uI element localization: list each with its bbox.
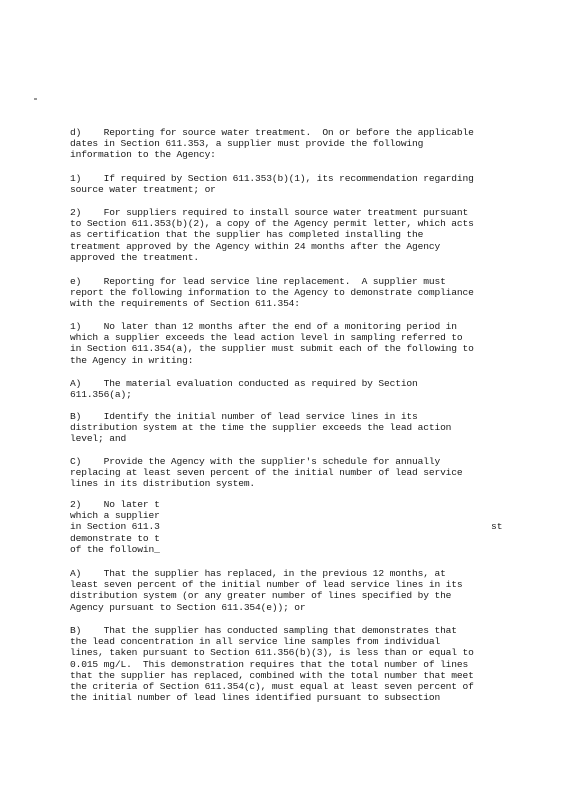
paragraph-e2-a: A) That the supplier has replaced, in the previous 12 months, at least seven percent of the initial number of lead service lines in its distribution system (or any greater number of lines specified by the Agency pursuant to Section 611.354(e)); or xyxy=(70,568,463,613)
paragraph-e1-c: C) Provide the Agency with the supplier's schedule for annually replacing at least seven percent of the initial number of lead service lines in its distribution system. xyxy=(70,456,463,490)
paragraph-d1: 1) If required by Section 611.353(b)(1), its recommendation regarding source water treatment; or xyxy=(70,173,474,196)
scan-speck xyxy=(34,98,37,100)
paragraph-d2: 2) For suppliers required to install source water treatment pursuant to Section 611.353(b)(2), a copy of the Agency permit letter, which acts as certification that the supplier has completed installing the treatment approved by the Agency within 24 months after the Agency approved the treatment. xyxy=(70,207,474,263)
paragraph-e2-partial: 2) No later t which a supplier in Section 611.3 demonstrate to t of the followin_ xyxy=(70,499,160,555)
paragraph-e-lead-service-line: e) Reporting for lead service line replacement. A supplier must report the following information to the Agency to demonstrate compliance with the requirements of Section 611.354: xyxy=(70,276,474,310)
paragraph-e2-b: B) That the supplier has conducted sampling that demonstrates that the lead concentration in all service line samples from individual lines, taken pursuant to Section 611.356(b)(3), is less than or equal to 0.015 mg/L. This demonstration requires that the total number of lines that the supplier has replaced, combined with the total number that meet the criteria of Section 611.354(c), must equal at least seven percent of the initial number of lead lines identified pursuant to subsection xyxy=(70,625,474,704)
paragraph-e1: 1) No later than 12 months after the end of a monitoring period in which a supplier exceeds the lead action level in sampling referred to in Section 611.354(a), the supplier must submit each of the following to the Agency in writing: xyxy=(70,321,474,366)
paragraph-e2-fragment: st xyxy=(491,521,503,532)
paragraph-e1-a: A) The material evaluation conducted as required by Section 611.356(a); xyxy=(70,378,418,401)
paragraph-e1-b: B) Identify the initial number of lead service lines in its distribution system at the time the supplier exceeds the lead action level; and xyxy=(70,411,452,445)
paragraph-d-source-water-treatment: d) Reporting for source water treatment. On or before the applicable dates in Section 611.353, a supplier must provide the following information to the Agency: xyxy=(70,127,474,161)
